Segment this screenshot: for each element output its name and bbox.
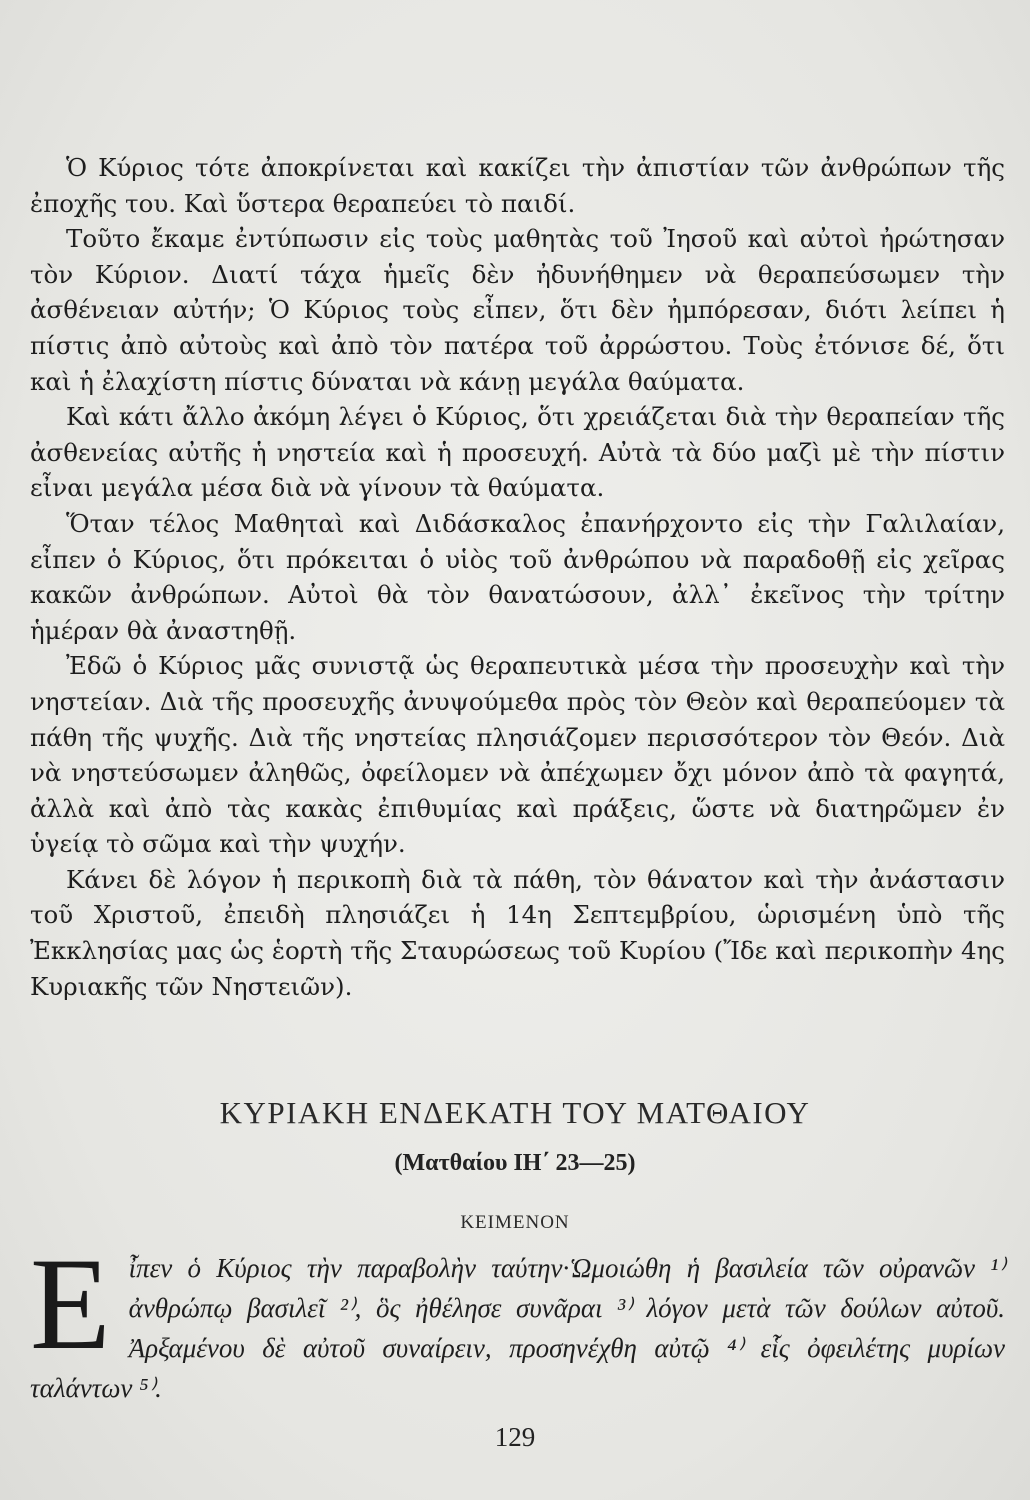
paragraph: Κάνει δὲ λόγον ἡ περικοπὴ διὰ τὰ πάθη, τὸν θάνατον καὶ τὴν ἀνάστασιν τοῦ Χριστοῦ, ἐπειδὴ πλησιάζει ἡ 14η Σεπτεμβρίου, ὡρισμένη ὑπὸ τῆς Ἐκκλησίας μας ὡς ἑορτὴ τῆς Σταυρώσεως τοῦ Κυρίου (Ἴδε καὶ περικοπὴν 4ης Κυριακῆς τῶν Νηστειῶν). <box>30 864 1005 1001</box>
paragraph: Ὅταν τέλος Μαθηταὶ καὶ Διδάσκαλος ἐπανήρχοντο εἰς τὴν Γαλιλαίαν, εἶπεν ὁ Κύριος, ὅτι πρόκειται ὁ υἱὸς τοῦ ἀνθρώπου νὰ παραδοθῇ εἰς χεῖρας κακῶν ἀνθρώπων. Αὐτοὶ θὰ τὸν θανατώσουν, ἀλλ᾽ ἐκεῖνος τὴν τρίτην ἡμέραν θὰ ἀναστηθῇ. <box>30 508 1005 645</box>
chapter-title: ΚΥΡΙΑΚΗ ΕΝΔΕΚΑΤΗ ΤΟΥ ΜΑΤΘΑΙΟΥ <box>219 1095 811 1130</box>
drop-cap: Ε <box>30 1230 111 1377</box>
scripture-text <box>30 1230 1005 1408</box>
paragraph: Καὶ κάτι ἄλλο ἀκόμη λέγει ὁ Κύριος, ὅτι χρειάζεται διὰ τὴν θεραπείαν τῆς ἀσθενείας αὐτῆς ἡ νηστεία καὶ ἡ προσευχή. Αὐτὰ τὰ δύο μαζὶ μὲ τὴν πίστιν εἶναι μεγάλα μέσα διὰ νὰ γίνουν τὰ θαύματα. <box>30 402 1005 503</box>
paragraph: Ἐδῶ ὁ Κύριος μᾶς συνιστᾷ ὡς θεραπευτικὰ μέσα τὴν προσευχὴν καὶ τὴν νηστείαν. Διὰ τῆς προσευχῆς ἀνυψούμεθα πρὸς τὸν Θεὸν καὶ θεραπεύομεν τὰ πάθη τῆς ψυχῆς. Διὰ τῆς νηστείας πλησιάζομεν περισσότερον τὸν Θεόν. Διὰ νὰ νηστεύσωμεν ἀληθῶς, ὀφείλομεν νὰ ἀπέχωμεν ὄχι μόνον ἀπὸ τὰ φαγητά, ἀλλὰ καὶ ἀπὸ τὰς κακὰς ἐπιθυμίας καὶ πράξεις, ὥστε νὰ διατηρῶμεν ἐν ὑγείᾳ τὸ σῶμα καὶ τὴν ψυχήν. <box>30 651 1005 859</box>
scripture-paragraph: ἶπεν ὁ Κύριος τὴν παραβολὴν ταύτην·Ὡμοιώθη ἡ βασιλεία τῶν οὐρανῶν ¹⁾ ἀνθρώπῳ βασιλεῖ ²⁾, ὃς ἠθέλησε συνᾶραι ³⁾ λόγον μετὰ τῶν δούλων αὐτοῦ. Ἀρξαμένου δὲ αὐτοῦ συναίρειν, προσηνέχθη αὐτῷ ⁴⁾ εἷς ὀφειλέτης μυρίων ταλάντων ⁵⁾. <box>30 1253 1005 1403</box>
paragraph: Ὁ Κύριος τότε ἀποκρίνεται καὶ κακίζει τὴν ἀπιστίαν τῶν ἀνθρώπων τῆς ἐποχῆς του. Καὶ ὕστερα θεραπεύει τὸ παιδί. <box>30 153 1005 218</box>
body-text <box>30 150 1005 1004</box>
chapter-reference: (Ματθαίου ΙΗ΄ 23—25) <box>394 1150 636 1176</box>
section-label: ΚΕΙΜΕΝΟΝ <box>460 1212 570 1233</box>
paragraph: Τοῦτο ἔκαμε ἐντύπωσιν εἰς τοὺς μαθητὰς τοῦ Ἰησοῦ καὶ αὐτοὶ ἠρώτησαν τὸν Κύριον. Διατί τάχα ἡμεῖς δὲν ἠδυνήθημεν νὰ θεραπεύσωμεν τὴν ἀσθένειαν αὐτήν; Ὁ Κύριος τοὺς εἶπεν, ὅτι δὲν ἠμπόρεσαν, διότι λείπει ἡ πίστις ἀπὸ αὐτοὺς καὶ ἀπὸ τὸν πατέρα τοῦ ἀρρώστου. Τοὺς ἐτόνισε δέ, ὅτι καὶ ἡ ἐλαχίστη πίστις δύναται νὰ κάνῃ μεγάλα θαύματα. <box>30 224 1005 396</box>
page-number: 129 <box>494 1422 536 1452</box>
